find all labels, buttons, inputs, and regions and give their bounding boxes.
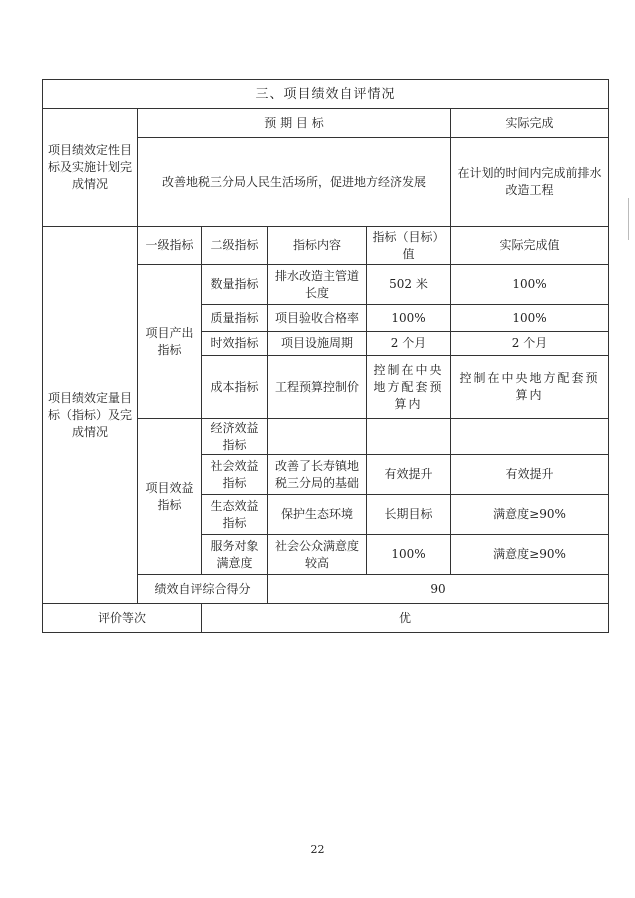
content-cell: 排水改造主管道长度: [268, 265, 367, 305]
header-target: 指标（目标）值: [367, 227, 451, 265]
expected-header: 预 期 目 标: [138, 109, 451, 138]
content-cell: 项目设施周期: [268, 332, 367, 356]
content-cell: 社会公众满意度较高: [268, 535, 367, 575]
output-group-label: 项目产出指标: [138, 265, 202, 419]
target-cell: [367, 419, 451, 455]
scan-edge-mark: [628, 198, 629, 240]
grade-value: 优: [202, 604, 609, 633]
score-label: 绩效自评综合得分: [138, 575, 268, 604]
actual-cell: 有效提升: [451, 455, 609, 495]
quantitative-label: 项目绩效定量目标（指标）及完成情况: [43, 227, 138, 604]
section-title-row: [43, 80, 609, 109]
benefit-group-label: 项目效益指标: [138, 419, 202, 575]
actual-result: 在计划的时间内完成前排水改造工程: [451, 138, 609, 227]
level2-cell: 经济效益指标: [202, 419, 268, 455]
actual-cell: 满意度≥90%: [451, 495, 609, 535]
grade-row: [43, 604, 609, 633]
qualitative-label: 项目绩效定性目标及实施计划完成情况: [43, 109, 138, 227]
actual-cell: 2 个月: [451, 332, 609, 356]
level2-cell: 服务对象满意度: [202, 535, 268, 575]
target-cell: 2 个月: [367, 332, 451, 356]
content-cell: 改善了长寿镇地税三分局的基础: [268, 455, 367, 495]
actual-cell: 满意度≥90%: [451, 535, 609, 575]
target-cell: 有效提升: [367, 455, 451, 495]
performance-table: [42, 79, 609, 633]
actual-cell: 100%: [451, 265, 609, 305]
qualitative-header-row: [43, 109, 609, 138]
actual-cell: 100%: [451, 305, 609, 332]
level2-cell: 成本指标: [202, 356, 268, 419]
target-cell: 100%: [367, 535, 451, 575]
level2-cell: 生态效益指标: [202, 495, 268, 535]
grade-label: 评价等次: [43, 604, 202, 633]
content-cell: 工程预算控制价: [268, 356, 367, 419]
section-title: 三、项目绩效自评情况: [43, 80, 609, 109]
header-level1: 一级指标: [138, 227, 202, 265]
level2-cell: 质量指标: [202, 305, 268, 332]
target-cell: 100%: [367, 305, 451, 332]
content-cell: [268, 419, 367, 455]
level2-cell: 数量指标: [202, 265, 268, 305]
quantitative-header-row: [43, 227, 609, 265]
actual-cell: 控制在中央地方配套预算内: [451, 356, 609, 419]
content-cell: 项目验收合格率: [268, 305, 367, 332]
level2-cell: 时效指标: [202, 332, 268, 356]
actual-header: 实际完成: [451, 109, 609, 138]
header-content: 指标内容: [268, 227, 367, 265]
target-cell: 长期目标: [367, 495, 451, 535]
actual-cell: [451, 419, 609, 455]
target-cell: 502 米: [367, 265, 451, 305]
content-cell: 保护生态环境: [268, 495, 367, 535]
score-value: 90: [268, 575, 609, 604]
page-number: 22: [310, 843, 325, 856]
expected-goal: 改善地税三分局人民生活场所，促进地方经济发展: [138, 138, 451, 227]
header-level2: 二级指标: [202, 227, 268, 265]
target-cell: 控制在中央地方配套预算内: [367, 356, 451, 419]
level2-cell: 社会效益指标: [202, 455, 268, 495]
header-actual: 实际完成值: [451, 227, 609, 265]
